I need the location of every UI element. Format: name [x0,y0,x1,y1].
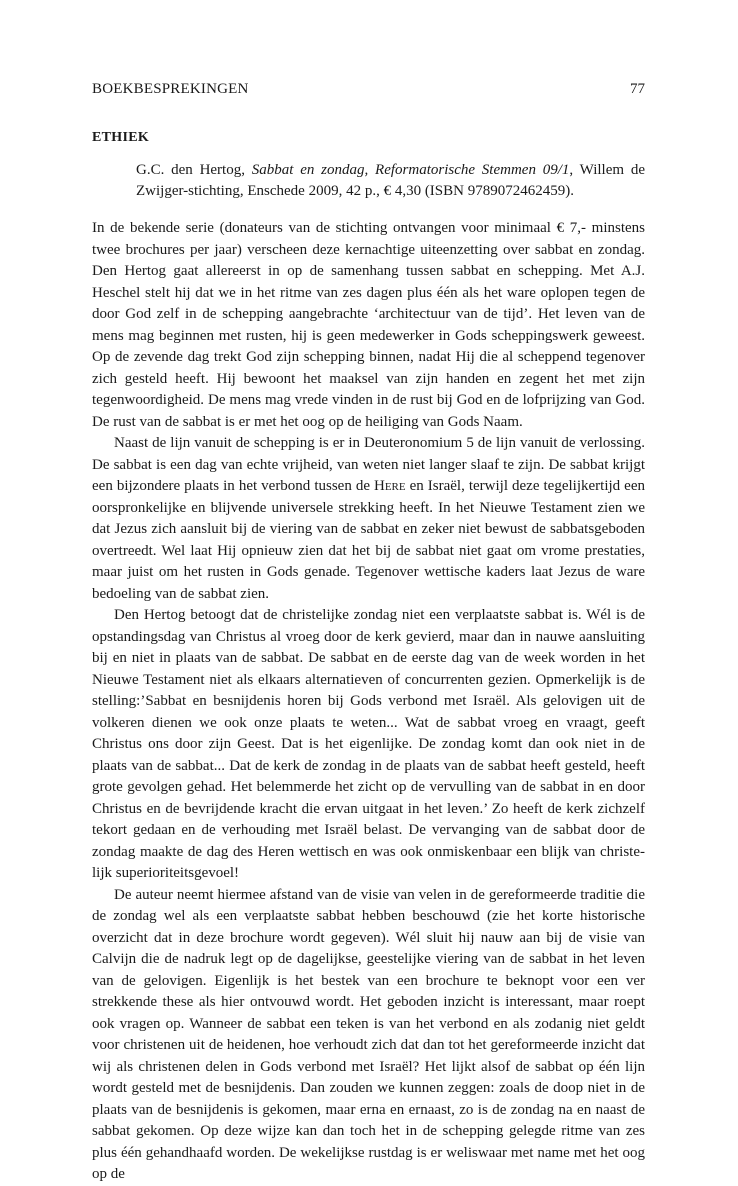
page-number: 77 [630,81,645,97]
citation-author: G.C. den Hertog, [136,162,252,178]
review-body [92,218,645,1186]
paragraph-2 [92,433,645,605]
paragraph-3: Den Hertog betoogt dat de christelijke zondag niet een verplaatste sabbat is. Wél is de opstandingsdag van Christus al vroeg door de kerk gevierd, maar dan in nauwe aansluiting bij en niet in plaats van de sabbat. De sabbat en de eerste dag van de week worden in het Nieuwe Testament niet als elkaars alternatieven of concurrenten gezien. Opmerkelijk is de stelling:’Sabbat en besnijdenis horen bij Gods verbond met Israël. Als gelovigen uit de volkeren dienen we ook onze plaats te weten... Wat de sabbat vroeg en vraagt, geeft Christus ons door zijn Geest. Dat is het eigenlijke. De zondag komt dan ook niet in de plaats van de sabbat... Dat de kerk de zondag in de plaats van de sabbat heeft gesteld, heeft grote gevolgen gehad. Het belemmerde het zicht op de vervulling van de sabbat in en door Christus en de bevrijdende kracht die ervan uitgaat in het leven.’ Zo heeft de kerk zichzelf tekort gedaan en de verhouding met Israël belast. De vervanging van de sabbat door de zondag maakte de dag des Heren wettisch en was ook onmiskenbaar een blijk van christelijk superioriteitsgevoel! [92,607,645,881]
paragraph-2-part-2: en Israël, terwijl deze tegelijkertijd een oorspronkelijke en blijvende universele strekking heeft. In het Nieuwe Testament zien we dat Jezus zich aansluit bij de viering van de sabbat en zeker niet bewust de sabbatsgeboden overtreedt. Wel laat Hij opnieuw zien dat het bij de sabbat niet gaat om vrome prestaties, maar juist om het rusten in Gods genade. Tegenover wettische kaders laat Jezus de ware bedoeling van de sabbat zien. [92,478,645,602]
paragraph-2-part-1: Naast de lijn vanuit de schepping is er in Deuteronomium 5 de lijn vanuit de verlossing. De sabbat is een dag van echte vrijheid, van weten niet langer slaaf te zijn. De sabbat krijgt een bijzondere plaats in het verbond tussen de [92,435,645,494]
running-title: BOEKBESPREKINGEN [92,81,249,97]
paragraph-4: De auteur neemt hiermee afstand van de visie van velen in de gereformeerde traditie die de zondag wel als een verplaatste sabbat hebben beschouwd (zie het korte historische overzicht dat in deze brochure wordt gegeven). Wél sluit hij nauw aan bij de visie van Calvijn die de nadruk legt op de dagelijkse, geestelijke viering van de sabbat in het leven van de gelovigen. Eigenlijk is het bestek van een brochure te beknopt voor een ver strekkende these als hier ontvouwd wordt. Het geboden inzicht is interessant, maar roept ook vragen op. Wanneer de sabbat een teken is van het verbond en als zodanig niet geldt voor christenen uit de heidenen, hoe verhoudt zich dat dan tot het gereformeerde inzicht dat wij als christenen delen in Gods verbond met Israël? Het lijkt alsof de sabbat op één lijn wordt gesteld met de besnijdenis. Dan zouden we kunnen zeggen: zoals de doop niet in de plaats van de besnijdenis is gekomen, maar erna en ernaast, zo is de zondag na en naast de sabbat gekomen. Op deze wijze kan dan toch het in de schepping gelegde ritme van zes plus één gehandhaafd worden. De wekelijkse rustdag is er weliswaar met name met het oog op de [92,886,645,1182]
citation-title: Sabbat en zondag, Reformatorische Stemmen 09/1 [251,162,570,178]
citation-publisher: , Willem de Zwijger-stichting, Enschede 2009, 42 p., € 4,30 (ISBN 9789072462459). [136,162,645,199]
book-citation [136,160,645,202]
here-smallcaps: Here [374,478,406,494]
paragraph-1: In de bekende serie (donateurs van de stichting ontvangen voor minimaal € 7,- minstens twee brochures per jaar) verscheen deze kernachtige uiteenzetting over sabbat en zondag. Den Hertog gaat allereerst in op de samenhang tussen sabbat en schepping. Met A.J. Heschel stelt hij dat we in het ritme van zes dagen plus één als het ware oplopen tegen de door God zelf in de schepping aangebrachte ‘architectuur van de tijd’. Het leven van de mens mag beginnen met rusten, hij is geen medewerker in Gods scheppingswerk geweest. Op de zevende dag trekt God zijn schepping binnen, nadat Hij die al scheppend tegenover zich gesteld heeft. Hij bewoont het maaksel van zijn handen en zegent het met zijn tegenwoordigheid. De mens mag vrede vinden in de rust bij God en de lofprijzing van God. De rust van de sabbat is er met het oog op de heiliging van Gods Naam. [92,220,645,430]
section-heading: ETHIEK [92,130,150,145]
